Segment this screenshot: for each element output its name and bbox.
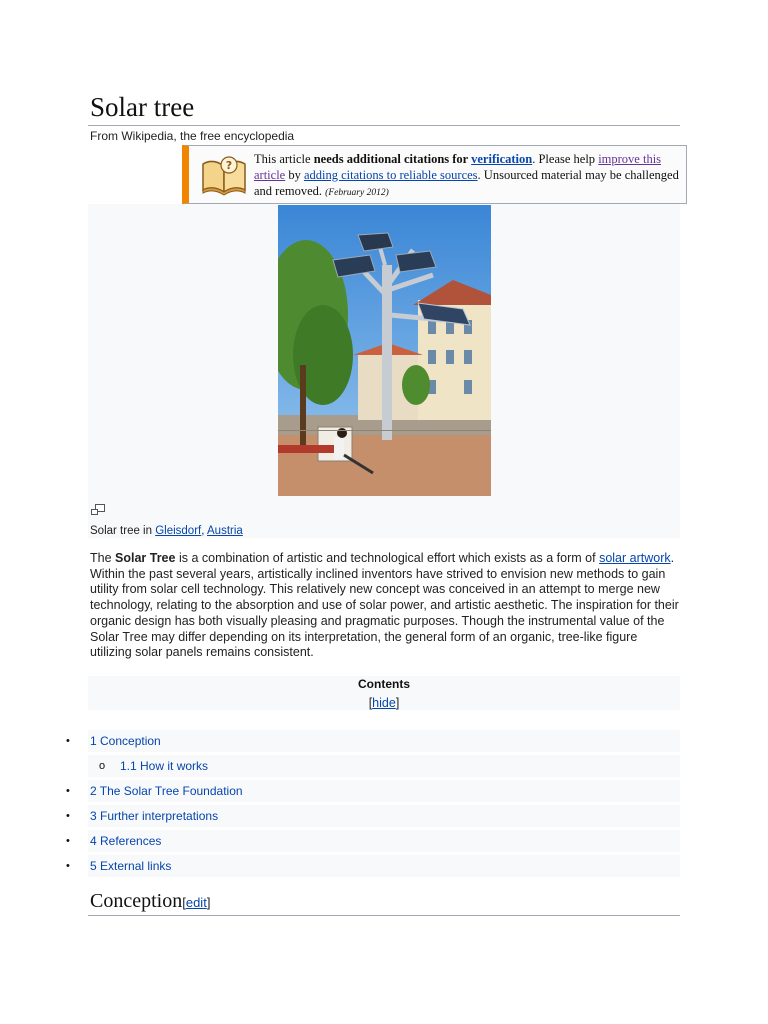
title-divider <box>88 125 680 126</box>
toc-bullet: • <box>66 860 70 872</box>
toc-header <box>88 676 680 710</box>
toc-link-how-it-works[interactable]: 1.1 How it works <box>120 759 209 773</box>
toc-item <box>66 830 680 852</box>
section-divider <box>88 915 680 916</box>
notice-bold: needs additional citations for <box>313 152 472 166</box>
toc-bullet: • <box>66 835 70 847</box>
notice-text-4: . Unsourced material may be challenged and removed. <box>254 168 679 198</box>
austria-link[interactable]: Austria <box>207 525 243 537</box>
toc-bullet: • <box>66 810 70 822</box>
toc-item <box>66 780 680 802</box>
book-question-icon <box>199 154 249 196</box>
toc-bracket-open: [ <box>368 696 373 710</box>
toc-link-external-links[interactable]: 5 External links <box>90 859 172 873</box>
notice-text-1: This article <box>254 152 314 166</box>
section-edit-link[interactable]: edit <box>185 895 207 910</box>
toc-item <box>66 805 680 827</box>
toc-sub-bullet: o <box>99 760 106 772</box>
section-heading-conception <box>90 890 210 913</box>
lead-text-1: The <box>90 551 116 565</box>
lead-text-3: . Within the past several years, artistically inclined inventors have strived to envision new methods to gain utility from solar cell technology. This relatively new concept was conceived in an attempt to merge new technology, relating to the absorption and use of solar power, and artistic aesthetic. The inspiration for their organic design has both visually pleasing and pragmatic purposes. Though the instrumental value of the Solar Tree may differ depending on its interpretation, the general form of an organic, tree-like figure utilizing solar panels remains consistent. <box>90 551 679 660</box>
enlarge-icon[interactable] <box>91 504 105 516</box>
gleisdorf-link[interactable]: Gleisdorf <box>155 525 202 537</box>
page-title: Solar tree <box>90 92 195 122</box>
caption-separator: , <box>201 525 207 537</box>
verification-link[interactable]: verification <box>471 152 533 166</box>
toc-link-foundation[interactable]: 2 The Solar Tree Foundation <box>90 784 243 798</box>
svg-text:?: ? <box>225 159 233 172</box>
toc-link-conception[interactable]: 1 Conception <box>90 734 161 748</box>
toc-link-references[interactable]: 4 References <box>90 834 162 848</box>
toc-title: Contents <box>358 677 410 691</box>
toc-link-further-interpretations[interactable]: 3 Further interpretations <box>90 809 219 823</box>
improve-article-link[interactable]: improve this article <box>254 152 662 182</box>
site-tagline: From Wikipedia, the free encyclopedia <box>90 129 295 143</box>
section-edit <box>182 895 210 910</box>
notice-date: (February 2012) <box>325 188 389 198</box>
solar-artwork-link[interactable]: solar artwork <box>599 551 671 565</box>
notice-text-2: . Please help <box>532 152 599 166</box>
notice-text-3: by <box>285 168 304 182</box>
figure-caption <box>90 525 243 537</box>
toc-toggle <box>88 696 680 710</box>
toc-bracket-close: ] <box>395 696 400 710</box>
lead-bold-term: Solar Tree <box>115 551 176 565</box>
edit-bracket-close: ] <box>206 895 211 910</box>
toc-item <box>66 855 680 877</box>
lead-paragraph <box>90 551 682 661</box>
solar-tree-photo[interactable] <box>278 205 491 496</box>
caption-prefix: Solar tree in <box>90 525 156 537</box>
citation-notice <box>182 145 687 204</box>
infobox-figure <box>88 204 680 538</box>
toc-hide-link[interactable]: hide <box>372 696 396 710</box>
toc-item <box>88 755 680 777</box>
toc-bullet: • <box>66 785 70 797</box>
section-heading-text: Conception <box>90 890 183 912</box>
edit-bracket-open: [ <box>182 895 186 910</box>
adding-citations-link[interactable]: adding citations to reliable sources <box>303 168 478 182</box>
notice-text <box>254 151 679 201</box>
toc-item <box>66 730 680 752</box>
lead-text-2: is a combination of artistic and technological effort which exists as a form of <box>175 551 600 565</box>
toc-bullet: • <box>66 735 70 747</box>
